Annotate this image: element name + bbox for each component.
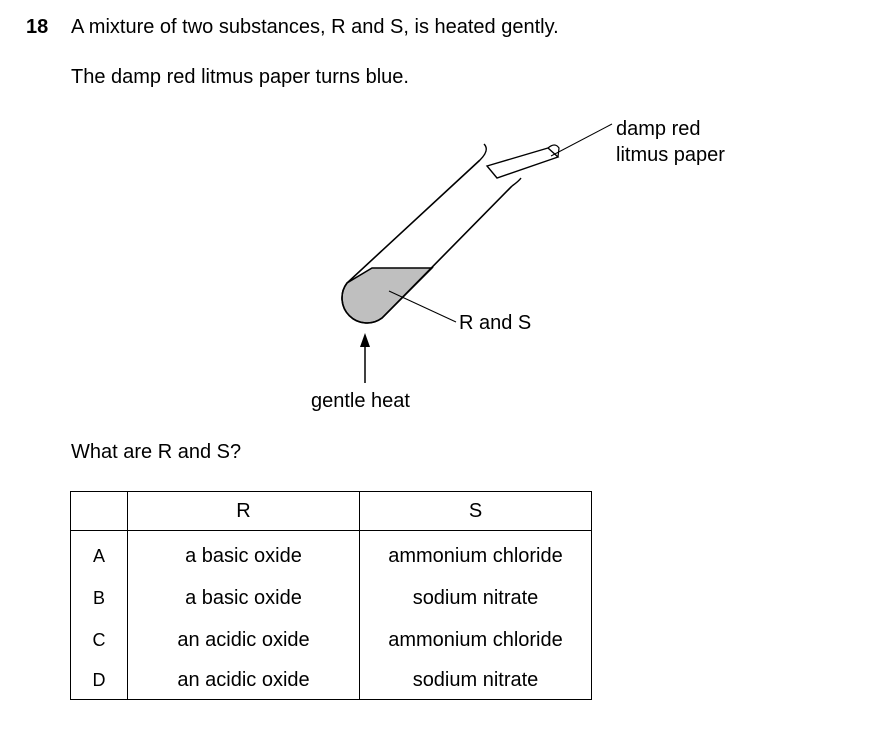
option-r: an acidic oxide [128, 619, 360, 661]
option-s: ammonium chloride [360, 619, 592, 661]
question-observation: The damp red litmus paper turns blue. [71, 66, 409, 88]
label-litmus-paper: litmus paper [616, 144, 725, 166]
litmus-paper [487, 148, 558, 178]
option-s: ammonium chloride [360, 531, 592, 578]
option-s: sodium nitrate [360, 577, 592, 619]
mixture-leader-line [389, 291, 456, 322]
option-row-c[interactable] [71, 619, 592, 661]
question-prompt: What are R and S? [71, 441, 242, 463]
option-r: an acidic oxide [128, 661, 360, 700]
option-r: a basic oxide [128, 577, 360, 619]
option-s: sodium nitrate [360, 661, 592, 700]
header-r: R [128, 492, 360, 531]
heat-arrow-head [360, 333, 370, 347]
option-r: a basic oxide [128, 531, 360, 578]
option-letter: C [71, 619, 128, 661]
option-row-b[interactable] [71, 577, 592, 619]
table-header-row [71, 492, 592, 531]
header-letter [71, 492, 128, 531]
label-gentle-heat: gentle heat [311, 390, 410, 412]
header-s: S [360, 492, 592, 531]
option-letter: D [71, 661, 128, 700]
label-damp-red: damp red [616, 118, 701, 140]
label-r-and-s: R and S [459, 312, 532, 334]
option-row-d[interactable] [71, 661, 592, 700]
option-letter: A [71, 531, 128, 578]
question-stem: A mixture of two substances, R and S, is heated gently. [71, 16, 559, 38]
answer-options-table [70, 491, 592, 700]
mixture-r-and-s [342, 268, 432, 323]
question-number: 18 [26, 16, 49, 38]
litmus-leader-line [551, 124, 612, 156]
option-letter: B [71, 577, 128, 619]
option-row-a[interactable] [71, 531, 592, 578]
